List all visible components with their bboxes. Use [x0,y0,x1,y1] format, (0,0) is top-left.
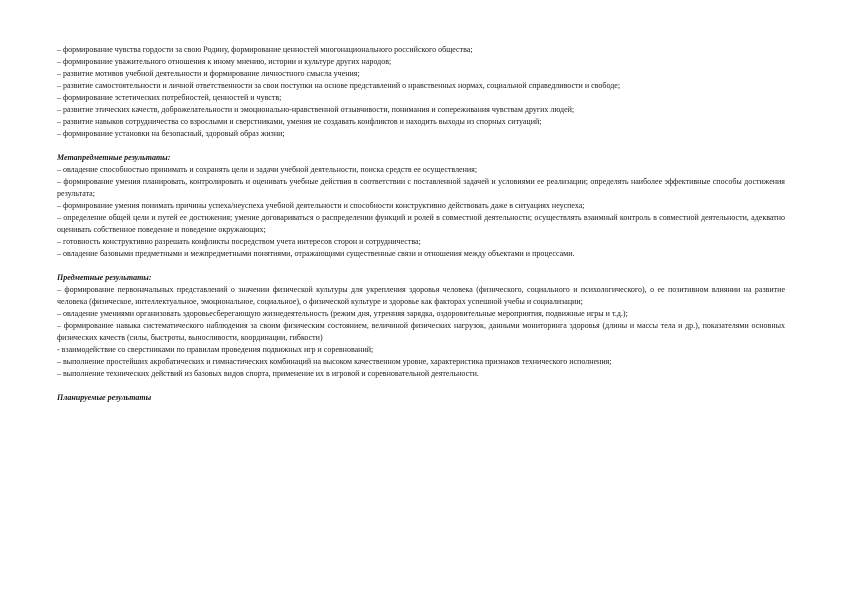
spacer [57,260,785,272]
spacer [57,140,785,152]
list-item: – формирование навыка систематического наблюдения за своим физическим состоянием, величиной физических нагрузок, данными мониторинга здоровья (длины и массы тела и др.), показателями основных физических качеств (силы, быстроты, выносливости, координации, гибкости) [57,321,785,342]
section-heading-subject: Предметные результаты: [57,273,152,282]
list-item: – выполнение простейших акробатических и гимнастических комбинаций на высоком качественном уровне, характеристика признаков технического исполнения; [57,357,612,366]
subject-results-section [57,272,785,380]
list-item: – формирование чувства гордости за свою Родину, формирование ценностей многонационального российского общества; [57,45,473,54]
list-item: – овладение базовыми предметными и межпредметными понятиями, отражающими существенные связи и отношения между объектами и процессами. [57,249,575,258]
list-item: – формирование умения планировать, контролировать и оценивать учебные действия в соответствии с поставленной задачей и условиями ее реализации; определять наиболее эффективные способы достижения результата; [57,177,785,198]
section-heading-planned: Планируемые результаты [57,393,152,402]
list-item: – формирование установки на безопасный, здоровый образ жизни; [57,129,285,138]
section-heading-meta: Метапредметные результаты: [57,153,171,162]
list-item: – формирование эстетических потребностей, ценностей и чувств; [57,93,282,102]
personal-results-list [57,44,785,140]
meta-results-section [57,152,785,260]
list-item: – развитие навыков сотрудничества со взрослыми и сверстниками, умения не создавать конфликтов и находить выходы из спорных ситуаций; [57,117,542,126]
list-item: – развитие самостоятельности и личной ответственности за свои поступки на основе представлений о нравственных нормах, социальной справедливости и свободе; [57,81,621,90]
list-item: – готовность конструктивно разрешать конфликты посредством учета интересов сторон и сотрудничества; [57,237,421,246]
list-item: – выполнение технических действий из базовых видов спорта, применение их в игровой и соревновательной деятельности. [57,369,479,378]
spacer [57,380,785,392]
list-item: – формирование умения понимать причины успеха/неуспеха учебной деятельности и способности конструктивно действовать даже в ситуациях неуспеха; [57,201,585,210]
list-item: – развитие мотивов учебной деятельности и формирование личностного смысла учения; [57,69,360,78]
list-item: - взаимодействие со сверстниками по правилам проведения подвижных игр и соревнований; [57,345,374,354]
list-item: – формирование первоначальных представлений о значении физической культуры для укрепления здоровья человека (физического, социального и психологического), о ее позитивном влиянии на развитие человека (физическое, интеллектуальное, эмоциональное, социальное), о физической культуре и здоровье как факторах успешной учебы и социализации; [57,285,785,306]
list-item: – овладение способностью принимать и сохранять цели и задачи учебной деятельности, поиска средств ее осуществления; [57,165,478,174]
document-content [57,44,785,404]
list-item: – развитие этических качеств, доброжелательности и эмоционально-нравственной отзывчивости, понимания и сопереживания чувствам других людей; [57,105,575,114]
list-item: – овладение умениями организовать здоровьесберегающую жизнедеятельность (режим дня, утренняя зарядка, оздоровительные мероприятия, подвижные игры и т.д.); [57,309,628,318]
list-item: – формирование уважительного отношения к иному мнению, истории и культуре других народов; [57,57,392,66]
list-item: – определение общей цели и путей ее достижения; умение договариваться о распределении функций и ролей в совместной деятельности; осуществлять взаимный контроль в совместной деятельности, адекватно оценивать собственное поведение и поведение окружающих; [57,213,785,234]
planned-results-section [57,392,785,404]
